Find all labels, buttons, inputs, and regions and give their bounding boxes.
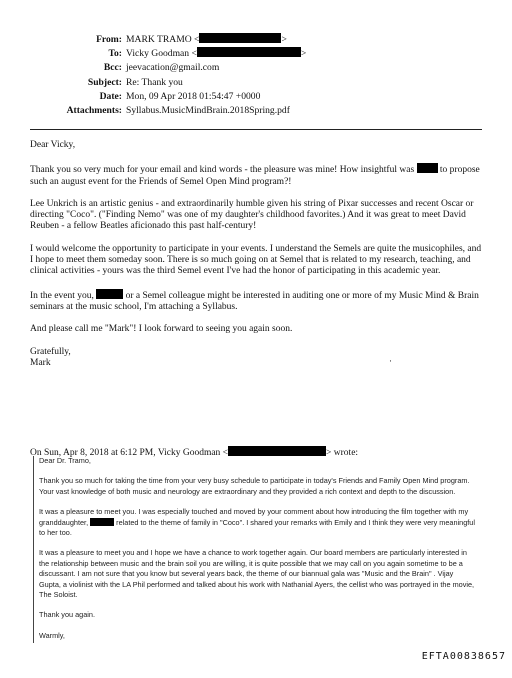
quoted-message [33,456,476,643]
from-tail: > [281,34,287,45]
to-value: Vicky Goodman < [126,48,197,60]
to-tail: > [300,48,307,60]
email-body [30,140,482,369]
attachments-label: Attachments: [66,105,122,117]
quoted-greeting: Dear Dr. Tramo, [39,456,91,465]
redaction-box [90,518,114,526]
subject-row [0,76,512,90]
quoted-paragraph-1: Thank you so much for taking the time from your very busy schedule to participate in today's Friends and Family Open Mind program. Your vast knowledge of both music and neurology are extraordinary and they provided a rich context and depth to the discussion. [39,476,470,496]
from-value: MARK TRAMO < [126,34,200,45]
date-label: Date: [99,90,122,102]
from-label: From: [96,34,122,45]
bcc-row [0,61,512,75]
quoted-paragraph-5: Warmly, [39,630,65,640]
paragraph-1: Thank you so very much for your email and kind words - the pleasure was mine! How insightful was to propose such an august event for the Friends of Semel Open Mind program?! [30,165,480,187]
paragraph-4: In the event you, or a Semel colleague might be interested in auditing one or more of my Music Mind & Brain seminars at the music school, I'm attaching a Syllabus. [30,290,479,312]
attachment-link[interactable]: Syllabus.MusicMindBrain.2018Spring.pdf [126,105,290,117]
quoted-paragraph-3: It was a pleasure to meet you and I hope we have a chance to work together again. Our board members are particularly interested in the relationship between music and the brain soil you are willing, it is quite possible that we may call on you again sometime to be a discussant. I am not sure that you know but several years back, the theme of our biannual gala was "Music and the Brain" . Vijay Gupta, a violinist with the LA Phil performed and talked about his work with Nathanial Ayers, the cellist who was portrayed in the movie, The Soloist. [39,548,475,600]
header-divider [30,129,482,130]
quoted-paragraph-4: Thank you again. [39,610,95,620]
paragraph-3: I would welcome the opportunity to participate in your events. I understand the Semels are quite the musicophiles, and I hope to meet them someday soon. There is so much going on at Semel that is related to my research, teaching, and clinical activities - yours was the third Semel event I've had the honor of participating in this academic year. [30,243,482,277]
to-row [0,47,512,61]
date-value: Mon, 09 Apr 2018 01:54:47 +0000 [126,90,261,102]
stray-mark: · [389,356,392,366]
closing: Gratefully, [30,346,71,357]
email-header [0,33,512,118]
paragraph-5: And please call me "Mark"! I look forward to seeing you again soon. [30,324,293,335]
redaction-box [417,163,438,173]
greeting: Dear Vicky, [30,140,76,150]
redaction-box [197,47,301,57]
signature: Mark [30,357,51,368]
bcc-value: jeevacation@gmail.com [126,62,220,74]
date-row [0,90,512,104]
from-row [0,33,512,47]
quoted-paragraph-2: It was a pleasure to meet you. I was especially touched and moved by your comment about how introducing the film together with my granddaughter, related to the theme of family in "Coco". I shared your remarks with Emily and I think they were very meaningful to her too. [39,507,475,538]
paragraph-2: Lee Unkrich is an artistic genius - and extraordinarily humble given his string of Pixar successes and recent Oscar or directing "Coco". ("Finding Nemo" was one of my daughter's childhood favorites.) And it was great to meet David Reuben - a fellow Beatles aficionado this past half-century! [30,198,474,232]
attachments-row [0,104,512,118]
bates-number: EFTA00838657 [421,651,506,662]
bcc-label: Bcc: [103,62,122,74]
redaction-box [199,33,281,43]
reply-attribution: On Sun, Apr 8, 2018 at 6:12 PM, Vicky Goodman < > wrote: [30,448,359,458]
subject-label: Subject: [87,76,122,88]
redaction-box [96,289,123,299]
redaction-box [228,446,326,456]
subject-value: Re: Thank you [126,76,183,88]
to-label: To: [108,48,122,60]
